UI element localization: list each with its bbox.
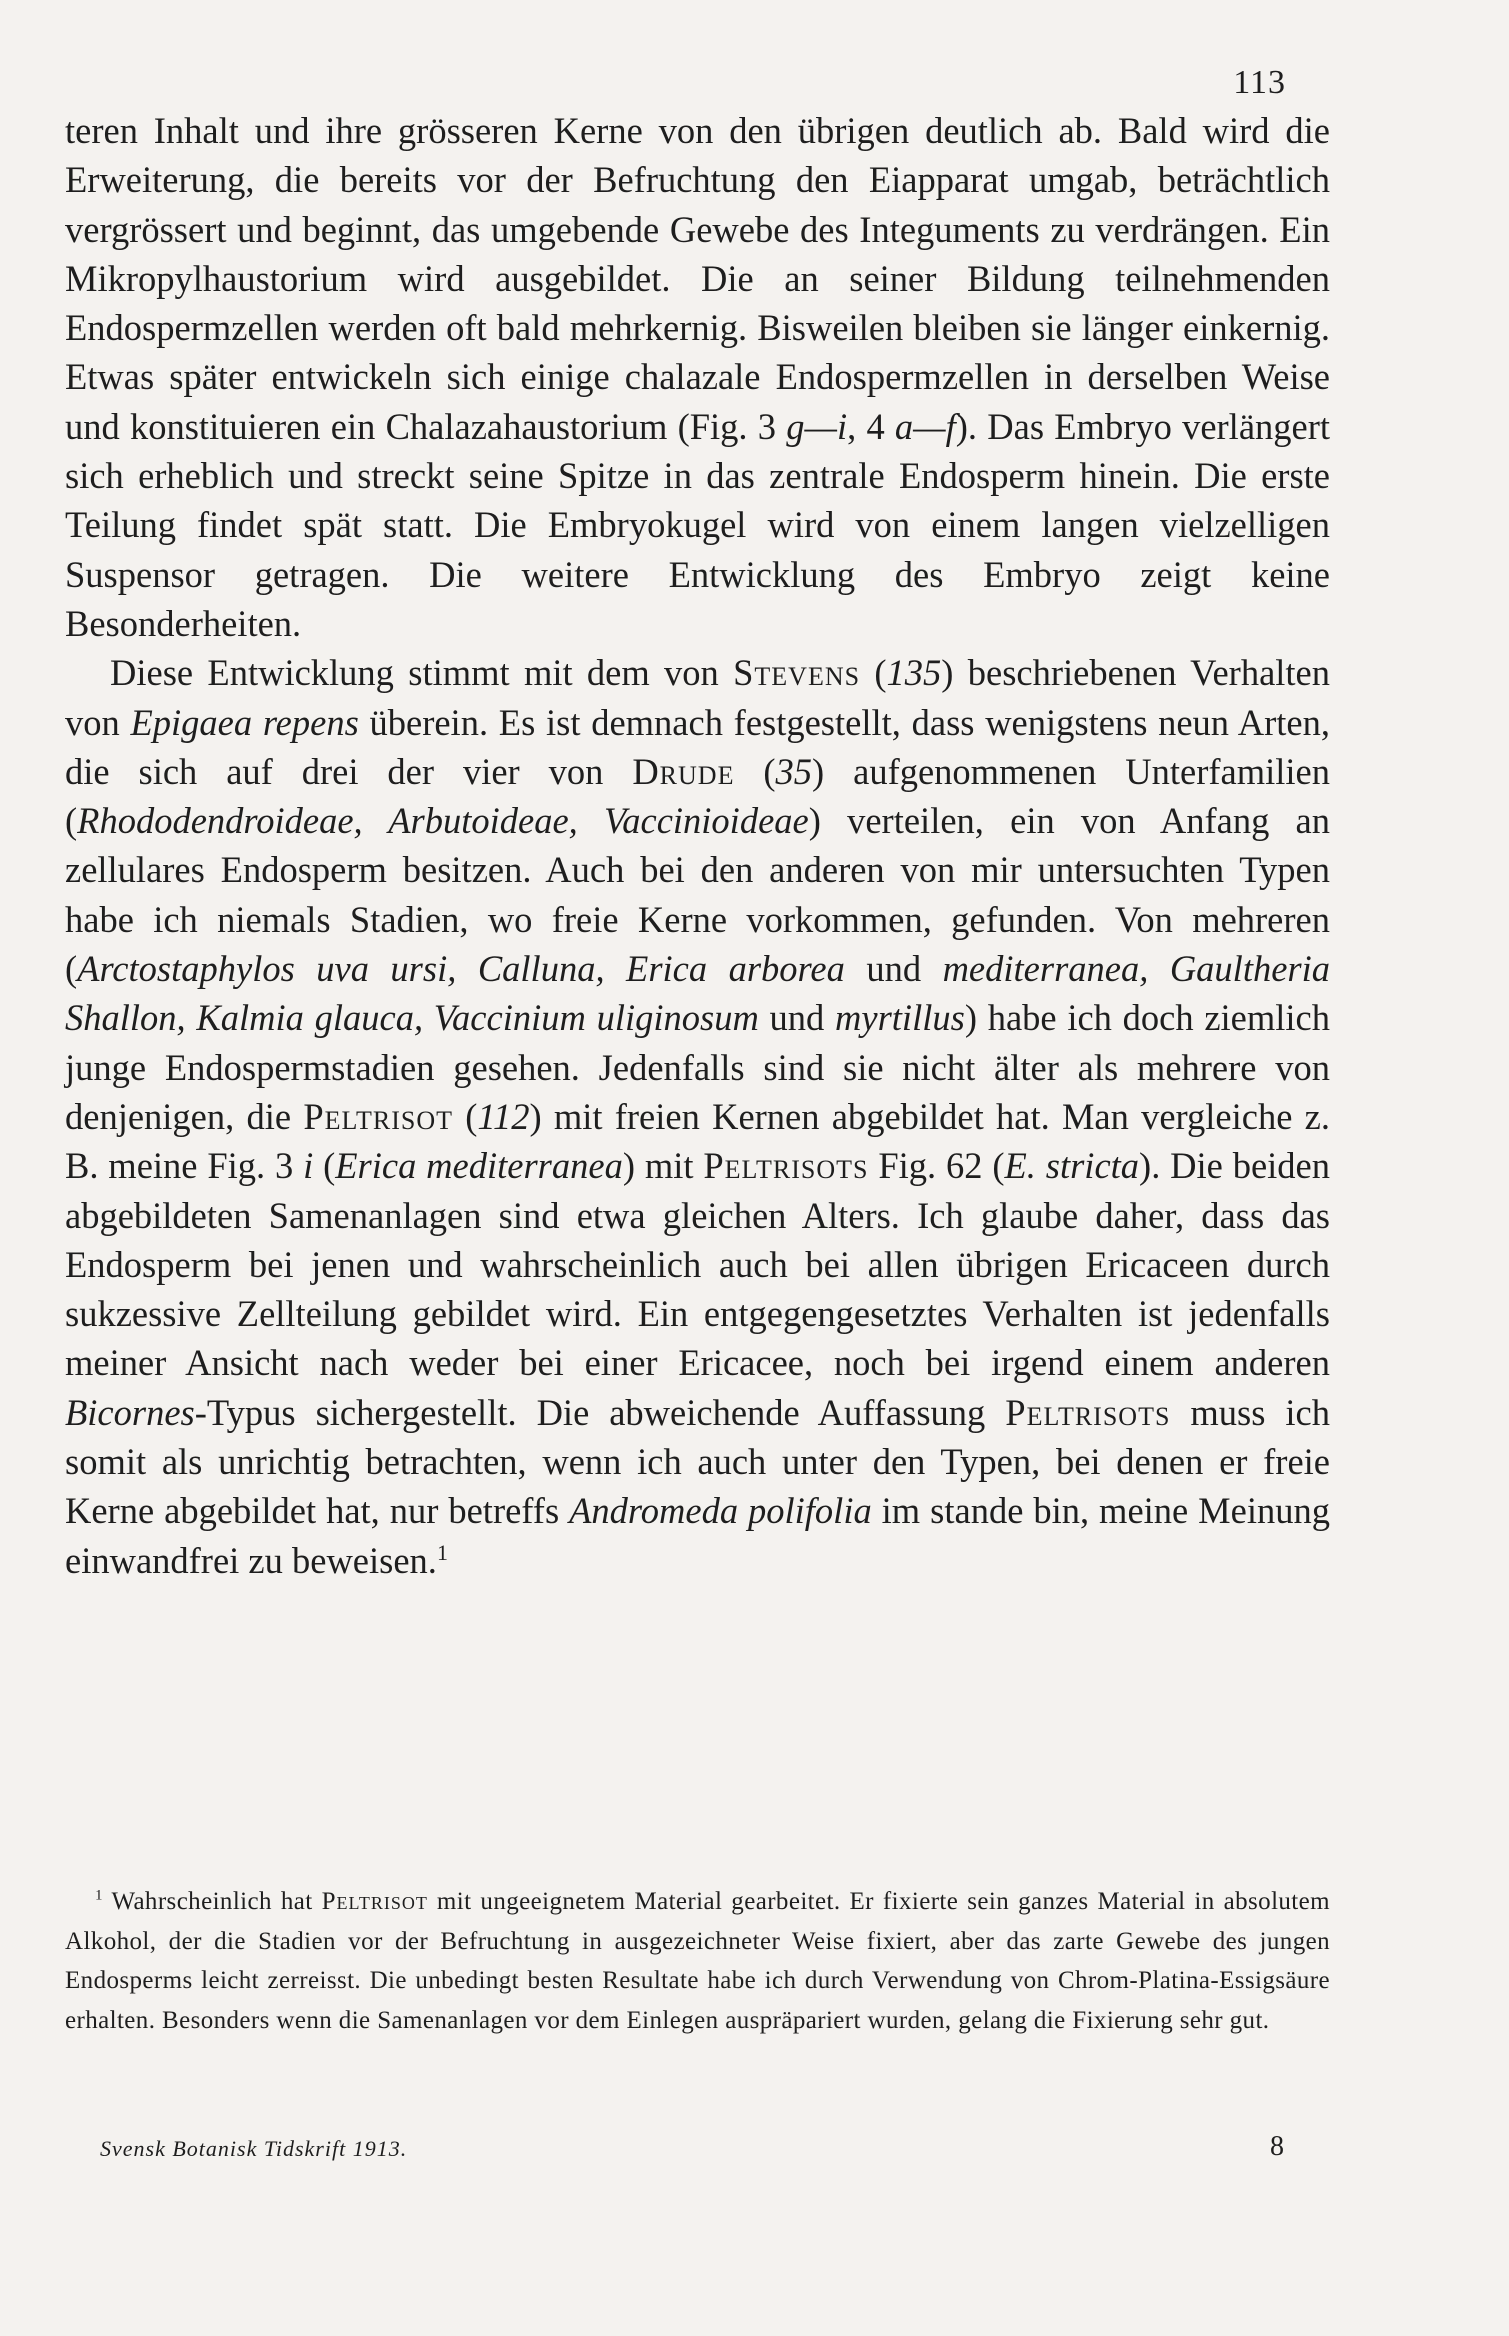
text-run: Fig. 62 (: [868, 1145, 1005, 1187]
text-run: ) mit freien Kernen abgebildet hat. Man vergleiche z. B. meine Fig. 3: [65, 1095, 1330, 1187]
author-name: Peltrisots: [703, 1145, 869, 1187]
paragraph-2: [65, 648, 1330, 1585]
species-name: E. stricta: [1004, 1145, 1140, 1187]
text-run: ) verteilen, ein von Anfang an zellulares Endosperm besitzen. Auch bei den anderen von mir untersuchten Typen habe ich niemals Stadien, wo freie Kerne vorkommen, gefunden. Von mehreren (: [65, 800, 1331, 990]
footnote-reference: 1: [436, 1539, 448, 1565]
author-name: Peltrisot: [303, 1095, 454, 1137]
citation-number: 35: [775, 750, 813, 792]
species-name: Andromeda polifolia: [569, 1490, 872, 1532]
species-name: myrtillus: [835, 997, 965, 1039]
author-name: Drude: [632, 750, 735, 792]
text-run: ) aufgenommenen Unterfamilien (: [65, 750, 1331, 842]
footnote-marker: 1: [95, 1887, 103, 1904]
author-name: Peltrisots: [1005, 1391, 1171, 1433]
author-name: Peltrisot: [321, 1888, 428, 1915]
citation-number: 112: [477, 1095, 530, 1137]
text-run: Diese Entwicklung stimmt mit dem von: [110, 652, 734, 694]
text-run: im stande bin, meine Meinung einwandfrei zu beweisen.: [65, 1490, 1330, 1581]
text-run: (: [453, 1095, 478, 1137]
text-run: ) habe ich doch ziemlich junge Endospermstadien gesehen. Jedenfalls sind sie nicht älter als mehrere von denjenigen, die: [65, 997, 1331, 1137]
text-run: ) mit: [622, 1145, 704, 1187]
text-run: überein. Es ist demnach festgestellt, dass wenigstens neun Arten, die sich auf drei der vier von: [65, 701, 1330, 792]
text-run: ). Die beiden abgebildeten Samenanlagen sind etwa gleichen Alters. Ich glaube daher, dass das Endosperm bei jenen und wahrscheinlich auch bei allen übrigen Ericaceen durch sukzessive Zellteilung gebildet wird. Ein entgegengesetztes Verhalten ist jedenfalls meiner Ansicht nach weder bei einer Ericacee, noch bei irgend einem anderen: [65, 1145, 1331, 1384]
species-name: Arctostaphylos uva ursi, Calluna, Erica arborea: [77, 948, 845, 990]
footnote-divider: [78, 1875, 1298, 1876]
text-run: teren Inhalt und ihre grösseren Kerne von den übrigen deutlich ab. Bald wird die Erweiterung, die bereits vor der Befruchtung den Eiapparat umgab, beträchtlich vergrössert und beginnt, das umgebende Gewebe des Integuments zu verdrängen. Ein Mikropylhaustorium wird ausgebildet. Die an seiner Bildung teilnehmenden Endospermzellen werden oft bald mehrkernig. Bisweilen bleiben sie länger einkernig. Etwas später entwickeln sich einige chalazale Endospermzellen in derselben Weise und konstituieren ein Chalazahaustorium (Fig. 3: [65, 110, 1330, 447]
species-name: Epigaea repens: [130, 701, 359, 743]
text-run: und: [758, 997, 836, 1039]
text-run: , 4: [847, 405, 895, 447]
paragraph-1: [65, 106, 1330, 648]
text-run: (: [313, 1145, 336, 1187]
footnote: [65, 1882, 1330, 2040]
text-run: -Typus sichergestellt. Die abweichende Auffassung: [194, 1391, 1006, 1433]
species-name: Erica mediterranea: [335, 1145, 623, 1187]
body-text: [65, 106, 1330, 1585]
text-run: und: [844, 948, 943, 990]
text-run: muss ich somit als unrichtig betrachten, wenn ich auch unter den Typen, bei denen er freie Kerne abgebildet hat, nur betreffs: [65, 1391, 1330, 1532]
subfamily-names: Rhododendroideae, Arbutoideae, Vaccinioideae: [77, 800, 809, 842]
species-name: mediterranea, Gaultheria Shallon, Kalmia glauca, Vaccinium uliginosum: [65, 948, 1331, 1039]
text-run: (: [860, 652, 887, 694]
figure-ref: i: [303, 1145, 314, 1187]
group-name: Bicornes: [65, 1391, 195, 1433]
journal-signature: Svensk Botanisk Tidskrift 1913.: [100, 2136, 408, 2161]
figure-ref: a—f: [894, 405, 956, 447]
text-run: ) beschriebenen Verhalten von: [65, 652, 1330, 743]
sheet-number: 8: [1270, 2131, 1284, 2162]
page-number: 113: [1233, 64, 1286, 101]
text-run: ). Das Embryo verlängert sich erheblich und streckt seine Spitze in das zentrale Endosperm hinein. Die erste Teilung findet spät statt. Die Embryokugel wird von einem langen vielzelligen Suspensor getragen. Die weitere Entwicklung des Embryo zeigt keine Besonderheiten.: [65, 405, 1331, 644]
author-name: Stevens: [733, 652, 861, 694]
text-run: mit ungeeignetem Material gearbeitet. Er fixierte sein ganzes Material in absolutem Alkohol, der die Stadien vor der Befruchtung in ausgezeichneter Weise fixiert, aber das zarte Gewebe des jungen Endosperms leicht zerreisst. Die unbedingt besten Resultate habe ich durch Verwendung von Chrom-Platina-Essigsäure erhalten. Besonders wenn die Samenanlagen vor dem Einlegen auspräpariert wurden, gelang die Fixierung sehr gut.: [65, 1888, 1330, 2034]
figure-ref: g—i: [786, 405, 848, 447]
citation-number: 135: [886, 652, 942, 694]
text-run: Wahrscheinlich hat: [102, 1888, 322, 1915]
text-run: (: [734, 750, 776, 792]
